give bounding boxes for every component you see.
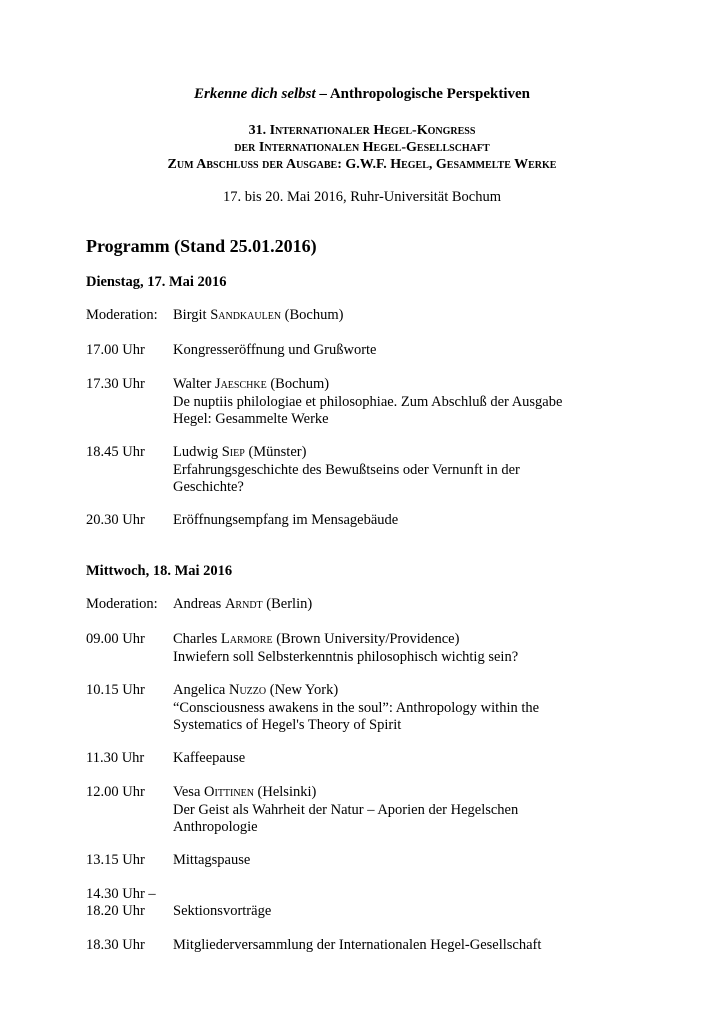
schedule-headline bbox=[173, 596, 646, 614]
schedule-time: 11.30 Uhr bbox=[86, 750, 145, 766]
talk-title-line: De nuptiis philologiae et philosophiae. Zum Abschluß der Ausgabe bbox=[173, 393, 563, 410]
schedule-content bbox=[173, 596, 646, 614]
talk-title-line: Erfahrungsgeschichte des Bewußtseins oder Vernunft in der bbox=[173, 461, 520, 478]
schedule-content bbox=[173, 903, 646, 921]
schedule-time: 09.00 Uhr bbox=[86, 631, 145, 647]
schedule-headline bbox=[173, 750, 646, 768]
talk-title-line: Der Geist als Wahrheit der Natur – Aporien der Hegelschen bbox=[173, 801, 519, 818]
speaker-affiliation: (Bochum) bbox=[266, 376, 330, 392]
congress-title bbox=[0, 86, 724, 103]
speaker-firstname: Kongresseröffnung und Grußworte bbox=[173, 342, 377, 358]
schedule-headline bbox=[173, 342, 646, 360]
subtitle-line-3: Zum Abschluss der Ausgabe: G.W.F. Hegel, Gesammelte Werke bbox=[167, 157, 557, 172]
speaker-firstname: Sektionsvorträge bbox=[173, 903, 272, 919]
schedule-row bbox=[86, 937, 646, 955]
schedule-headline bbox=[173, 784, 646, 802]
day-heading: Mittwoch, 18. Mai 2016 bbox=[86, 563, 233, 579]
schedule-content bbox=[173, 307, 646, 325]
schedule-content bbox=[173, 937, 646, 955]
schedule-row bbox=[86, 682, 646, 735]
talk-title-line: Anthropologie bbox=[173, 819, 258, 835]
schedule-row bbox=[86, 750, 646, 768]
speaker-affiliation: (Brown University/Providence) bbox=[272, 631, 460, 647]
speaker-firstname: Andreas bbox=[173, 596, 225, 612]
speaker-surname: Jaeschke bbox=[214, 376, 267, 392]
speaker-surname: Larmore bbox=[220, 631, 273, 647]
schedule-content bbox=[173, 512, 646, 530]
title-italic: Erkenne dich selbst bbox=[193, 86, 316, 102]
talk-title-line: Inwiefern soll Selbsterkenntnis philosophisch wichtig sein? bbox=[173, 648, 519, 665]
speaker-affiliation: (New York) bbox=[266, 682, 339, 698]
speaker-firstname: Eröffnungsempfang im Mensagebäude bbox=[173, 512, 399, 528]
schedule-headline bbox=[173, 903, 646, 921]
speaker-affiliation: (Münster) bbox=[244, 444, 307, 460]
schedule-content bbox=[173, 682, 646, 735]
speaker-surname: Arndt bbox=[224, 596, 263, 612]
speaker-affiliation: (Helsinki) bbox=[253, 784, 317, 800]
schedule-headline bbox=[173, 376, 646, 394]
schedule-content bbox=[173, 376, 646, 429]
subtitle-line-1: 31. Internationaler Hegel-Kongress bbox=[248, 123, 476, 138]
schedule-row bbox=[86, 512, 646, 530]
title-rest: – Anthropologische Perspektiven bbox=[315, 86, 530, 102]
programm-heading: Programm (Stand 25.01.2016) bbox=[86, 236, 317, 256]
schedule-content bbox=[173, 784, 646, 837]
schedule-headline bbox=[173, 307, 646, 325]
congress-subtitle bbox=[0, 122, 724, 173]
speaker-firstname: Angelica bbox=[173, 682, 229, 698]
schedule-headline bbox=[173, 444, 646, 462]
speaker-firstname: Mitgliederversammlung der Internationalen Hegel-Gesellschaft bbox=[173, 937, 542, 953]
speaker-firstname: Kaffeepause bbox=[173, 750, 246, 766]
schedule-headline bbox=[173, 631, 646, 649]
schedule-content bbox=[173, 750, 646, 768]
schedule-time: 10.15 Uhr bbox=[86, 682, 145, 698]
schedule-row bbox=[86, 376, 646, 429]
speaker-firstname: Charles bbox=[173, 631, 221, 647]
schedule-time: 18.20 Uhr bbox=[86, 903, 145, 919]
speaker-firstname: Vesa bbox=[173, 784, 205, 800]
schedule-content bbox=[173, 444, 646, 497]
talk-title-line: Geschichte? bbox=[173, 479, 244, 495]
schedule-row bbox=[86, 307, 646, 325]
talk-title-line: “Consciousness awakens in the soul”: Anthropology within the bbox=[173, 699, 540, 716]
schedule-time: 20.30 Uhr bbox=[86, 512, 145, 528]
speaker-surname: Siep bbox=[221, 444, 245, 460]
schedule-row bbox=[86, 631, 646, 666]
schedule-headline bbox=[173, 937, 646, 955]
schedule-headline bbox=[173, 682, 646, 700]
schedule-row bbox=[86, 784, 646, 837]
schedule-time: 13.15 Uhr bbox=[86, 852, 145, 868]
schedule-time: 17.00 Uhr bbox=[86, 342, 145, 358]
speaker-firstname: Ludwig bbox=[173, 444, 222, 460]
congress-dates: 17. bis 20. Mai 2016, Ruhr-Universität Bochum bbox=[222, 189, 501, 205]
schedule-time: Moderation: bbox=[86, 596, 158, 612]
speaker-firstname: Birgit bbox=[173, 307, 211, 323]
subtitle-line-2: der Internationalen Hegel-Gesellschaft bbox=[234, 140, 490, 155]
speaker-surname: Sandkaulen bbox=[210, 307, 282, 323]
talk-title-line: Systematics of Hegel's Theory of Spirit bbox=[173, 717, 402, 733]
schedule-row bbox=[86, 444, 646, 497]
speaker-surname: Oittinen bbox=[204, 784, 254, 800]
day-heading: Dienstag, 17. Mai 2016 bbox=[86, 274, 227, 290]
speaker-affiliation: (Berlin) bbox=[262, 596, 313, 612]
speaker-affiliation: (Bochum) bbox=[281, 307, 344, 323]
schedule-row bbox=[86, 596, 646, 614]
schedule-time: 14.30 Uhr – bbox=[86, 886, 156, 902]
schedule-headline bbox=[173, 512, 646, 530]
schedule-content bbox=[173, 631, 646, 666]
schedule-time: 12.00 Uhr bbox=[86, 784, 145, 800]
speaker-surname: Nuzzo bbox=[228, 682, 267, 698]
speaker-firstname: Mittagspause bbox=[173, 852, 251, 868]
schedule-time: Moderation: bbox=[86, 307, 158, 323]
schedule-content bbox=[173, 852, 646, 870]
schedule-time: 18.45 Uhr bbox=[86, 444, 145, 460]
schedule-time: 17.30 Uhr bbox=[86, 376, 145, 392]
schedule-time: 18.30 Uhr bbox=[86, 937, 145, 953]
talk-title-line: Hegel: Gesammelte Werke bbox=[173, 411, 329, 427]
schedule-content bbox=[173, 342, 646, 360]
schedule-headline bbox=[173, 852, 646, 870]
speaker-firstname: Walter bbox=[173, 376, 215, 392]
schedule-row bbox=[86, 852, 646, 870]
schedule-row bbox=[86, 342, 646, 360]
schedule-row bbox=[86, 903, 646, 921]
